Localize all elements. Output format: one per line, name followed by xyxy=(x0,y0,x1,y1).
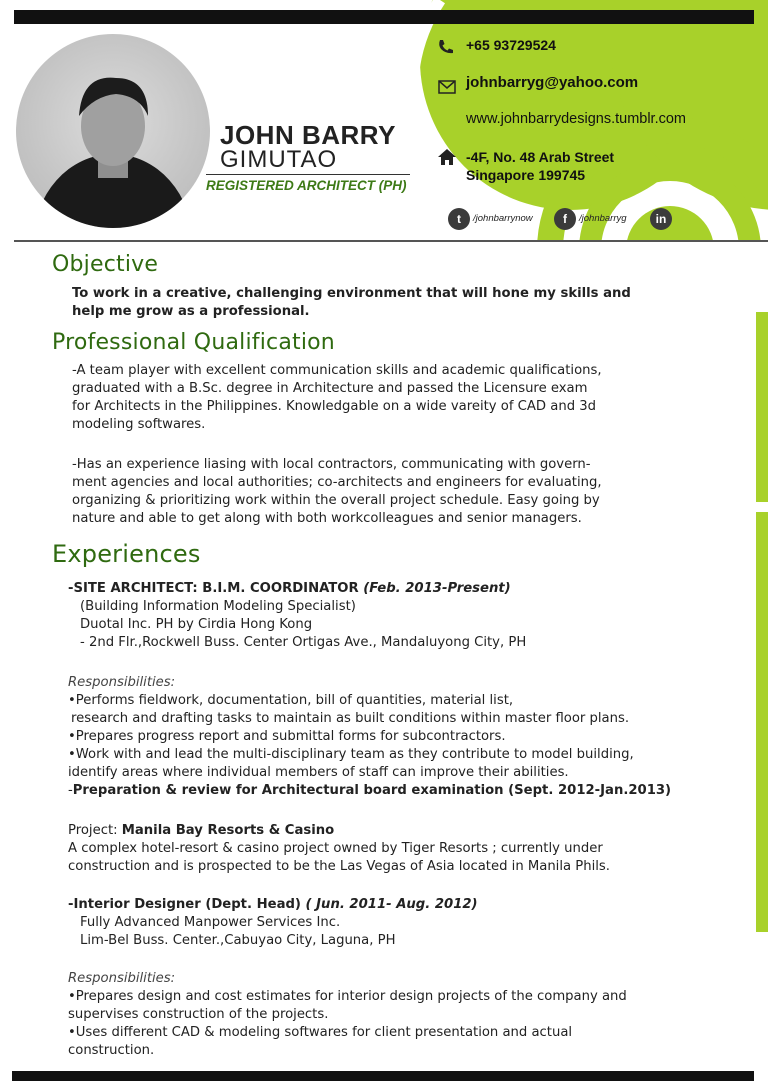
side-stripe-accent-lower xyxy=(756,512,768,932)
phone-number[interactable]: +65 93729524 xyxy=(466,37,556,53)
job-1-resp-item: •Performs fieldwork, documentation, bill of quantities, material list, xyxy=(68,693,514,708)
qualification-line: for Architects in the Philippines. Knowledgable on a wide vareity of CAD and 3d xyxy=(72,399,597,414)
job-2-title-line xyxy=(68,896,478,914)
job-1-resp-item: identify areas where individual members of staff can improve their abilities. xyxy=(68,765,569,780)
job-2-title: -Interior Designer (Dept. Head) xyxy=(68,897,306,912)
role-title: REGISTERED ARCHITECT (PH) xyxy=(206,178,407,193)
bottom-bar xyxy=(12,1071,754,1081)
job-1-prep: Preparation & review for Architectural board examination (Sept. 2012-Jan.2013) xyxy=(72,783,672,798)
qualification-paragraph-2 xyxy=(72,456,602,528)
name-divider xyxy=(206,174,410,175)
job-2 xyxy=(68,896,478,950)
job-1-prep-line xyxy=(68,782,671,800)
facebook-icon[interactable]: f xyxy=(554,208,576,230)
qualification-heading: Professional Qualification xyxy=(52,330,335,355)
linkedin-icon[interactable]: in xyxy=(650,208,672,230)
job-2-resp-label: Responsibilities: xyxy=(68,971,176,986)
qualification-line: ment agencies and local authorities; co-architects and engineers for evaluating, xyxy=(72,475,602,490)
job-2-resp-item: •Prepares design and cost estimates for interior design projects of the company and xyxy=(68,989,627,1004)
job-1-detail: Duotal Inc. PH by Cirdia Hong Kong xyxy=(80,617,313,632)
job-1-title: -SITE ARCHITECT: B.I.M. COORDINATOR xyxy=(68,581,364,596)
top-bar xyxy=(14,10,754,24)
job-1-resp-item: research and drafting tasks to maintain as built conditions within master floor plans. xyxy=(71,711,630,726)
job-2-detail: Fully Advanced Manpower Services Inc. xyxy=(80,915,341,930)
website-link[interactable]: www.johnbarrydesigns.tumblr.com xyxy=(466,111,687,127)
home-icon xyxy=(437,148,457,166)
project-detail: A complex hotel-resort & casino project owned by Tiger Resorts ; currently under xyxy=(68,841,603,856)
job-1-resp-item: •Work with and lead the multi-disciplinary team as they contribute to model building, xyxy=(68,747,634,762)
project-line xyxy=(68,822,610,840)
job-1-project xyxy=(68,822,610,876)
job-1-detail: - 2nd Flr.,Rockwell Buss. Center Ortigas Ave., Mandaluyong City, PH xyxy=(80,635,527,650)
job-1-title-line xyxy=(68,580,526,598)
job-2-resp-item: supervises construction of the projects. xyxy=(68,1007,329,1022)
qualification-line: organizing & prioritizing work within the overall project schedule. Easy going by xyxy=(72,493,600,508)
job-1-resp-label: Responsibilities: xyxy=(68,675,176,690)
email-link[interactable]: johnbarryg@yahoo.com xyxy=(466,74,639,91)
job-1-responsibilities xyxy=(68,674,671,800)
person-silhouette-icon xyxy=(16,34,210,228)
phone-icon xyxy=(436,37,456,57)
address-line-2: Singapore 199745 xyxy=(466,167,586,183)
job-2-resp-item: •Uses different CAD & modeling softwares for client presentation and actual xyxy=(68,1025,573,1040)
address-line-1: -4F, No. 48 Arab Street xyxy=(466,149,615,165)
header-divider xyxy=(14,240,768,242)
qualification-line: -A team player with excellent communication skills and academic qualifications, xyxy=(72,363,602,378)
job-2-dates: ( Jun. 2011- Aug. 2012) xyxy=(305,897,478,912)
job-1-dates: (Feb. 2013-Present) xyxy=(363,581,511,596)
objective-line: To work in a creative, challenging environment that will hone my skills and xyxy=(72,286,631,301)
job-2-detail: Lim-Bel Buss. Center.,Cabuyao City, Laguna, PH xyxy=(80,933,396,948)
project-label: Project: xyxy=(68,823,122,838)
job-2-responsibilities xyxy=(68,970,627,1060)
mail-icon xyxy=(438,80,456,94)
qualification-line: -Has an experience liasing with local contractors, communicating with govern- xyxy=(72,457,591,472)
profile-photo xyxy=(16,34,210,228)
twitter-handle[interactable]: /johnbarrynow xyxy=(473,213,533,224)
job-1-prep-dash: - xyxy=(68,783,73,798)
qualification-line: nature and able to get along with both workcolleagues and senior managers. xyxy=(72,511,582,526)
side-stripe-accent xyxy=(756,312,768,502)
job-1-detail: (Building Information Modeling Specialist) xyxy=(80,599,356,614)
experiences-heading: Experiences xyxy=(52,540,201,568)
job-1-resp-item: •Prepares progress report and submittal forms for subcontractors. xyxy=(68,729,506,744)
qualification-line: graduated with a B.Sc. degree in Architecture and passed the Licensure exam xyxy=(72,381,588,396)
objective-line: help me grow as a professional. xyxy=(72,304,310,319)
facebook-handle[interactable]: /johnbarryg xyxy=(579,213,627,224)
qualification-line: modeling softwares. xyxy=(72,417,206,432)
name-first: JOHN BARRY xyxy=(220,120,396,150)
objective-text xyxy=(72,285,631,321)
job-1 xyxy=(68,580,526,652)
qualification-paragraph-1 xyxy=(72,362,602,434)
project-detail: construction and is prospected to be the Las Vegas of Asia located in Manila Phils. xyxy=(68,859,610,874)
job-2-resp-item: construction. xyxy=(68,1043,155,1058)
project-name: Manila Bay Resorts & Casino xyxy=(121,823,335,838)
objective-heading: Objective xyxy=(52,252,159,277)
name-last: GIMUTAO xyxy=(220,146,338,173)
twitter-icon[interactable]: t xyxy=(448,208,470,230)
